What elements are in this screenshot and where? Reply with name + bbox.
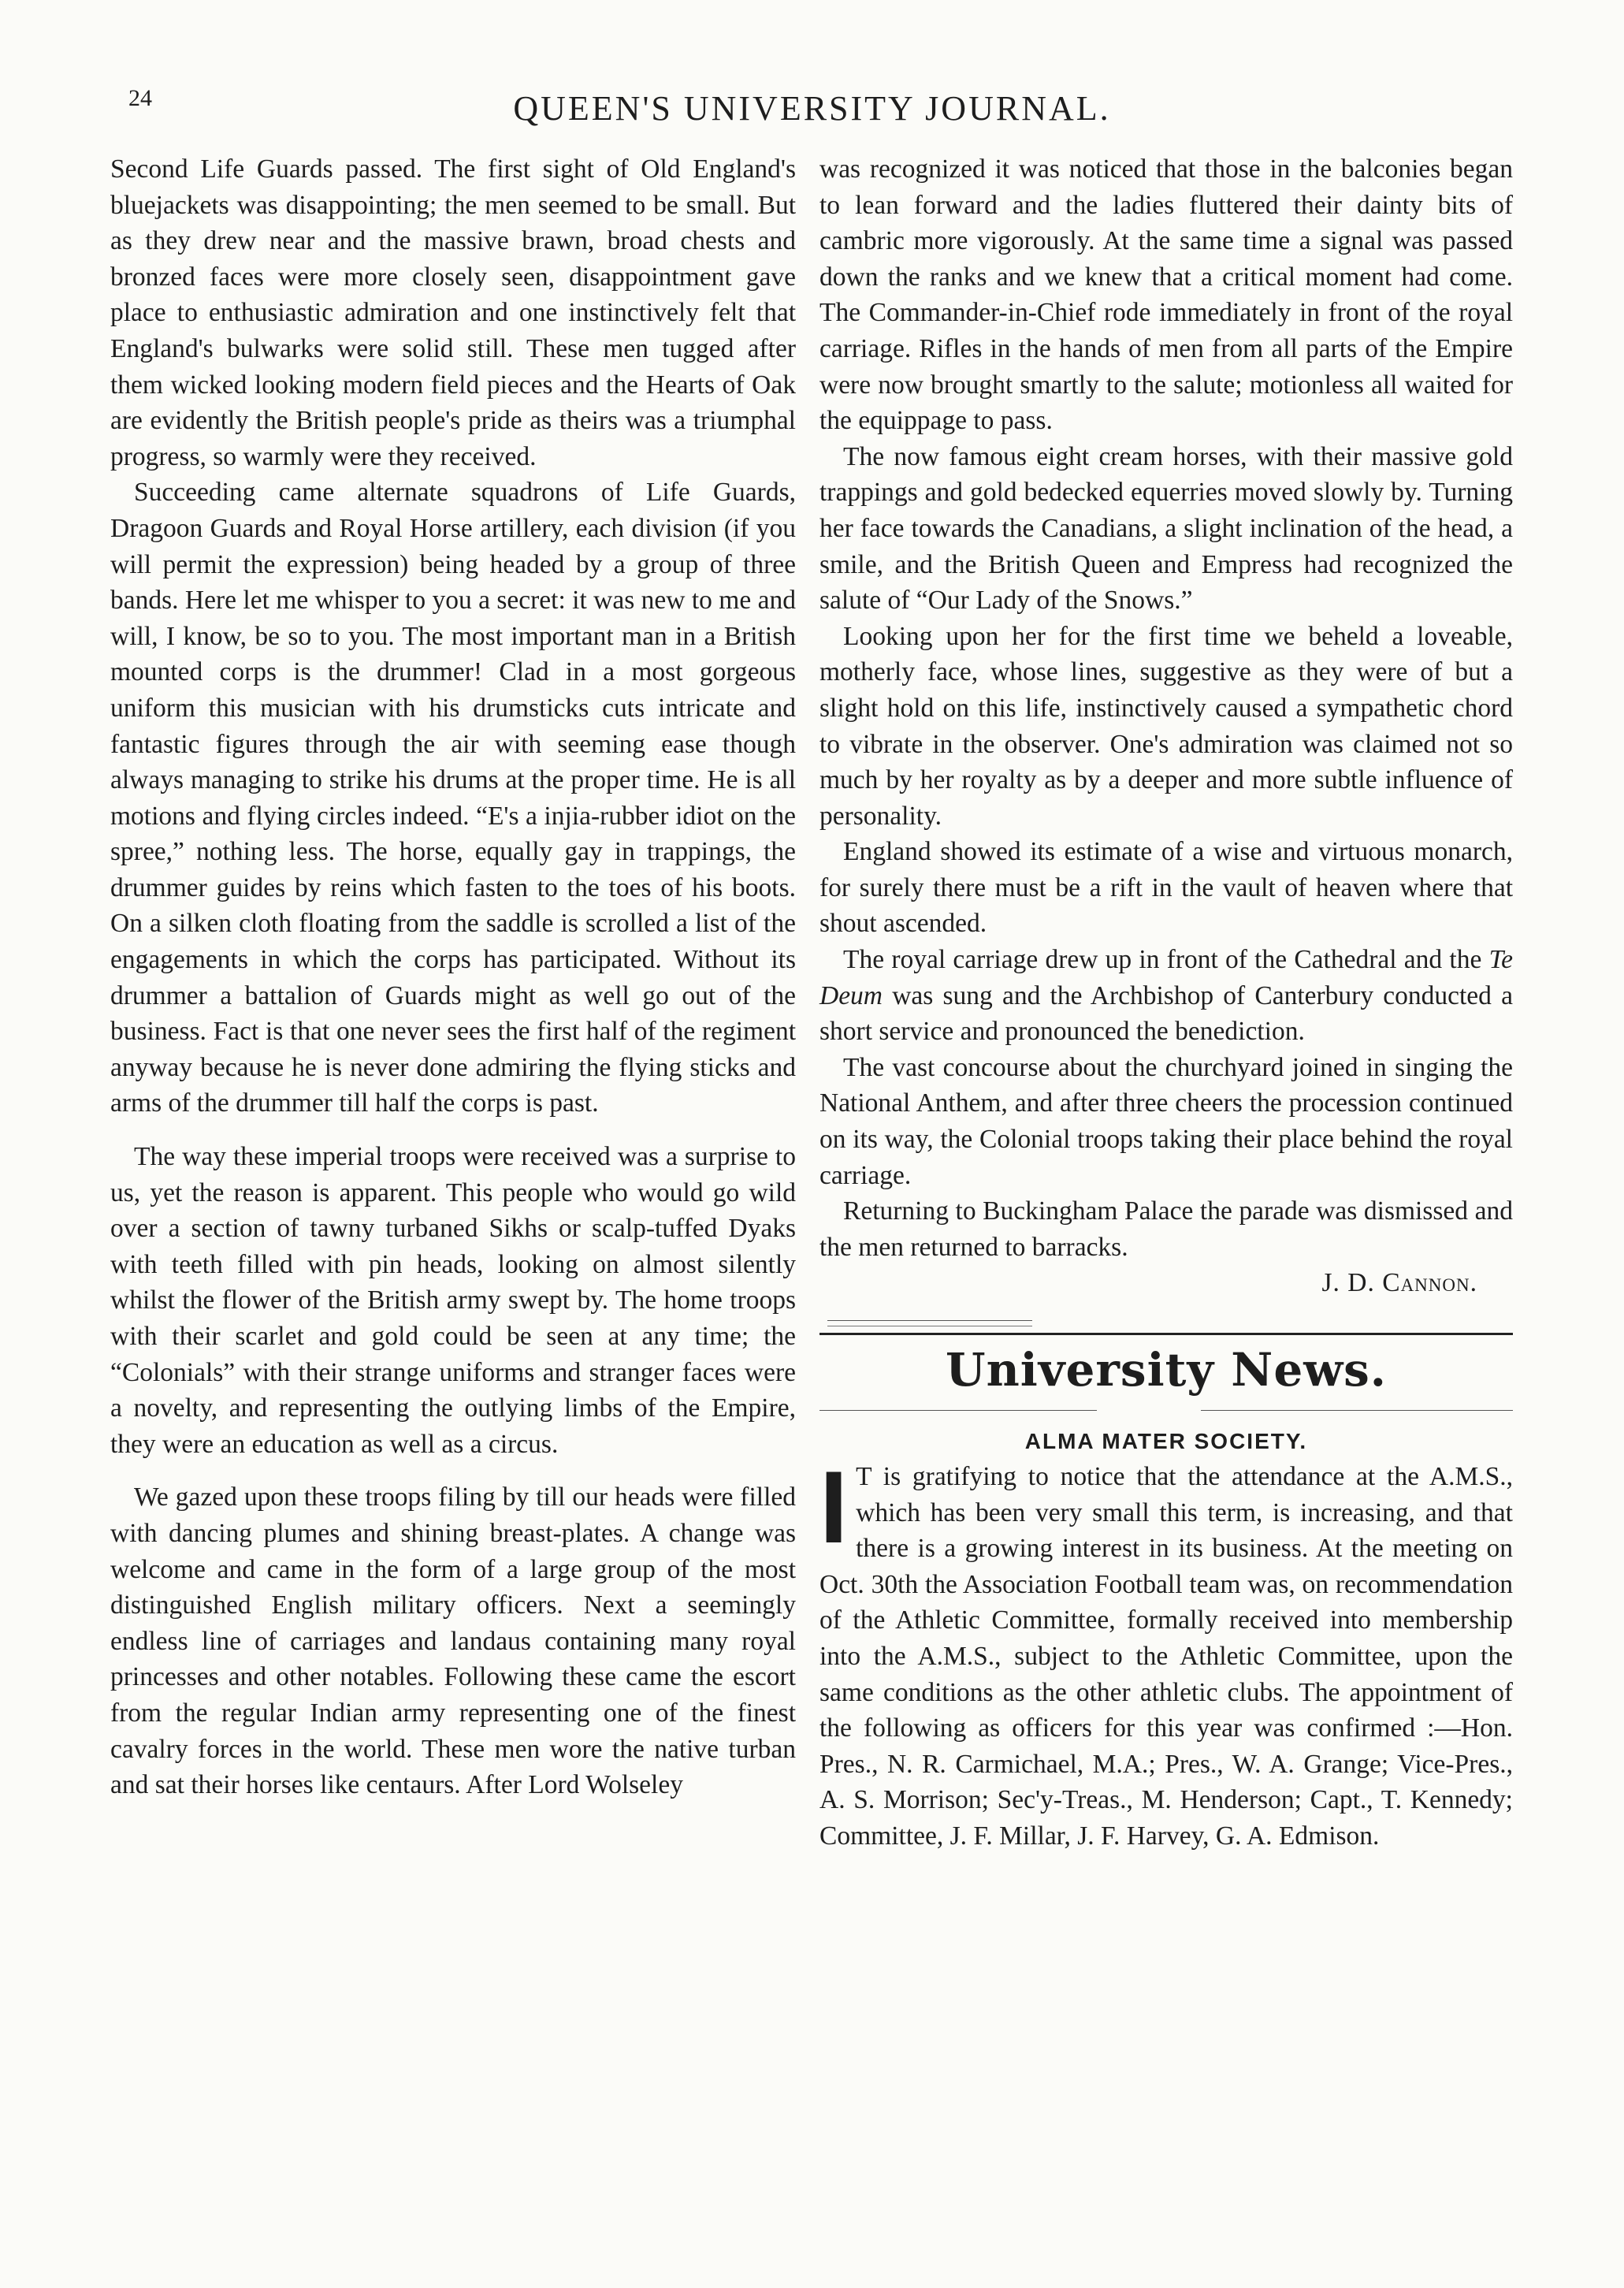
paragraph: Returning to Buckingham Palace the parade was dismissed and the men returned to barracks.: [819, 1196, 1513, 1262]
section-divider: [819, 1317, 1513, 1334]
left-column: [110, 151, 796, 1803]
drop-cap: I: [819, 1449, 849, 1564]
author-signature: J. D. Cannon.: [1321, 1268, 1477, 1298]
paragraph: England showed its estimate of a wise and virtuous monarch, for surely there must be a rift in the vault of heaven where that shout ascended.: [819, 837, 1513, 939]
subsection-title: ALMA MATER SOCIETY.: [1024, 1429, 1308, 1453]
news-text: T is gratifying to notice that the attendance at the A.M.S., which has been very small this term, is increasing, and that there is a growing interest in its business. At the meeting on Oct. 30th the Association Football team was, on recommendation of the Athletic Committee, formally received into membership into the A.M.S., subject to the Athletic Committee, upon the same conditions as the other athletic clubs. The appointment of the following as officers for this year was confirmed :—Hon. Pres., N. R. Carmichael, M.A.; Pres., W. A. Grange; Vice-Pres., A. S. Morrison; Sec'y-Treas., M. Henderson; Capt., T. Kennedy; Committee, J. F. Millar, J. F. Harvey, G. A. Edmison.: [819, 1462, 1513, 1851]
paragraph: Succeeding came alternate squadrons of Life Guards, Dragoon Guards and Royal Horse artillery, each division (if you will permit the expression) being headed by a group of three bands. Here let me whisper to you a secret: it was new to me and will, I know, be so to you. The most important man in a British mounted corps is the drummer! Clad in a most gorgeous uniform this musician with his drumsticks cuts intricate and fantastic figures through the air with seeming ease though always managing to strike his drums at the proper time. He is all motions and flying circles indeed. “E's a injia-rubber idiot on the spree,” nothing less. The horse, equally gay in trappings, the drummer guides by reins which fasten to the toes of his boots. On a silken cloth floating from the saddle is scrolled a list of the engagements in which the corps has participated. Without its drummer a battalion of Guards might as well go out of the business. Fact is that one never sees the first half of the regiment anyway because he is never done admiring the flying sticks and arms of the drummer till half the corps is past.: [110, 478, 796, 1118]
paragraph: was recognized it was noticed that those in the balconies began to lean forward and the ladies fluttered their dainty bits of cambric more vigorously. At the same time a signal was passed down the ranks and we knew that a critical moment had come. The Commander-in-Chief rode immediately in front of the royal carriage. Rifles in the hands of men from all parts of the Empire were now brought smartly to the salute; motionless all waited for the equippage to pass.: [819, 154, 1513, 436]
paragraph: [819, 942, 1513, 1050]
paragraph: Second Life Guards passed. The first sight of Old England's bluejackets was disappointing; the men seemed to be small. But as they drew near and the massive brawn, broad chests and bronzed faces were more closely seen, disappointment gave place to enthusiastic admiration and one instinctively felt that England's bulwarks were solid still. These men tugged after them wicked looking modern field pieces and the Hearts of Oak are evidently the British people's pride as theirs was a triumphal progress, so warmly were they received.: [110, 154, 796, 471]
paragraph: Looking upon her for the first time we beheld a loveable, motherly face, whose lines, suggestive as they were of but a slight hold on this life, instinctively caused a sympathetic chord to vibrate in the observer. One's admiration was claimed not so much by her royalty as by a deeper and more subtle influence of personality.: [819, 621, 1513, 831]
paragraph: We gazed upon these troops filing by till our heads were filled with dancing plumes and shining breast-plates. A change was welcome and came in the form of a large group of the most distinguished English military officers. Next a seemingly endless line of carriages and landaus containing many royal princesses and other notables. Following these came the escort from the regular Indian army representing one of the finest cavalry forces in the world. These men wore the native turban and sat their horses like centaurs. After Lord Wolseley: [110, 1483, 796, 1800]
thin-rule: [1201, 1410, 1513, 1411]
thin-rule: [827, 1320, 1032, 1321]
paragraph: The way these imperial troops were received was a surprise to us, yet the reason is apparent. This people who would go wild over a section of tawny turbaned Sikhs or scalp-tuffed Dyaks with teeth filled with pin heads, looking on almost silently whilst the flower of the British army swept by. The home troops with their scarlet and gold could be seen at any time; the “Colonials” with their strange uniforms and stranger faces were a novelty, and representing the outlying limbs of the Empire, they were an education as well as a circus.: [110, 1142, 796, 1459]
text-run: The royal carriage drew up in front of the Cathedral and the: [843, 945, 1489, 975]
text-run: was sung and the Archbishop of Canterbury conducted a short service and pronounced the benediction.: [819, 980, 1513, 1047]
page-number: 24: [128, 85, 152, 111]
italic-title: Te Deum: [819, 945, 1513, 1010]
right-column: [819, 151, 1513, 1855]
section-title-rules: [819, 1407, 1513, 1419]
thin-rule: [819, 1410, 1097, 1411]
paragraph: The now famous eight cream horses, with their massive gold trappings and gold bedecked equerries moved slowly by. Turning her face towards the Canadians, a slight inclination of the head, a smile, and the British Queen and Empress had recognized the salute of “Our Lady of the Snows.”: [819, 441, 1513, 616]
journal-title: QUEEN'S UNIVERSITY JOURNAL.: [513, 89, 1111, 128]
news-paragraph: [819, 1449, 1513, 1855]
thick-rule: [819, 1333, 1513, 1335]
paragraph: The vast concourse about the churchyard joined in singing the National Anthem, and after three cheers the procession continued on its way, the Colonial troops taking their place behind the royal carriage.: [819, 1052, 1513, 1190]
section-title: University News.: [945, 1343, 1387, 1397]
